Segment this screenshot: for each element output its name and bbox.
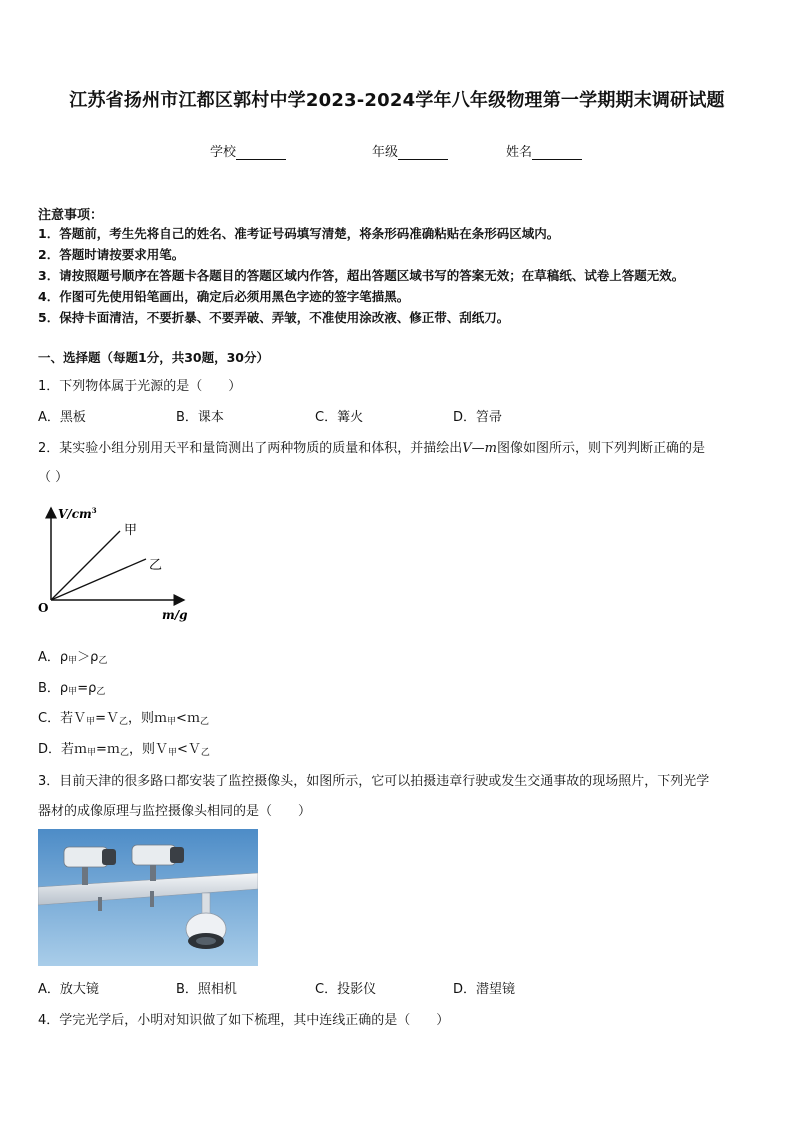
line-yi-label: 乙 [149, 558, 163, 573]
school-label: 学校 [210, 145, 237, 160]
y-axis-label: $V/cm^3$ [58, 506, 97, 521]
line-yi [51, 559, 146, 600]
x-axis-label: m/g [162, 608, 188, 622]
question-1-stem: 1．下列物体属于光源的是（ ） [38, 379, 242, 394]
note-item: 1．答题前，考生先将自己的姓名、准考证号码填写清楚，将条形码准确粘贴在条形码区域内。 [38, 226, 560, 241]
q2-stem-paren: （ ） [38, 470, 69, 485]
school-blank[interactable] [236, 145, 286, 160]
q2-stem-vm: V—m [462, 441, 497, 456]
question-3-stem-line2: 器材的成像原理与监控摄像头相同的是（ ） [38, 804, 312, 819]
q2-option-d[interactable]: D．若ｍ$_甲$=ｍ$_乙$，则Ｖ$_甲$<Ｖ$_乙$ [38, 742, 210, 758]
q1-option-c[interactable]: C．篝火 [315, 410, 364, 425]
q2-vm-graph [34, 500, 194, 630]
note-item: 2．答题时请按要求用笔。 [38, 247, 185, 262]
q2-option-b[interactable]: B．$\rho_甲=\rho_乙$ [38, 681, 106, 697]
name-field [506, 141, 582, 160]
notes-heading: 注意事项： [38, 208, 104, 223]
school-field [210, 141, 286, 160]
grade-label: 年级 [372, 145, 399, 160]
grade-field [372, 141, 448, 160]
question-2-stem [38, 437, 705, 456]
question-4-stem: 4．学完光学后，小明对知识做了如下梳理，其中连线正确的是（ ） [38, 1013, 450, 1028]
page-title: 江苏省扬州市江都区郭村中学2023-2024学年八年级物理第一学期期末调研试题 [69, 90, 725, 111]
name-blank[interactable] [532, 145, 582, 160]
section-heading: 一、选择题（每题1分，共30题，30分） [38, 350, 269, 365]
origin-label: O [38, 601, 49, 615]
line-jia-label: 甲 [124, 523, 138, 538]
q2-stem-part1: 2．某实验小组分别用天平和量筒测出了两种物质的质量和体积，并描绘出 [38, 441, 463, 456]
q3-option-c[interactable]: C．投影仪 [315, 982, 377, 997]
q2-option-c[interactable]: C．若Ｖ$_甲$=Ｖ$_乙$，则ｍ$_甲$<ｍ$_乙$ [38, 711, 209, 727]
q3-option-a[interactable]: A．放大镜 [38, 982, 99, 997]
question-3-stem-line1: 3．目前天津的很多路口都安装了监控摄像头，如图所示，它可以拍摄违章行驶或发生交通事故的现场照片，下列光学 [38, 774, 710, 789]
q1-option-a[interactable]: A．黑板 [38, 410, 86, 425]
note-item: 3．请按照题号顺序在答题卡各题目的答题区域内作答，超出答题区域书写的答案无效；在草稿纸、试卷上答题无效。 [38, 268, 685, 283]
q2-option-a[interactable]: A．$\rho_甲>\rho_乙$ [38, 650, 108, 666]
note-item: 4．作图可先使用铅笔画出，确定后必须用黑色字迹的签字笔描黑。 [38, 289, 410, 304]
q3-option-b[interactable]: B．照相机 [176, 982, 237, 997]
grade-blank[interactable] [398, 145, 448, 160]
line-jia [51, 531, 120, 600]
q1-option-b[interactable]: B．课本 [176, 410, 224, 425]
q2-stem-part2: 图像如图所示，则下列判断正确的是 [497, 441, 706, 456]
note-item: 5．保持卡面清洁，不要折暴、不要弄破、弄皱，不准使用涂改液、修正带、刮纸刀。 [38, 310, 510, 325]
name-label: 姓名 [506, 145, 533, 160]
q1-option-d[interactable]: D．笤帚 [453, 410, 503, 425]
surveillance-camera-photo [38, 829, 258, 966]
q3-option-d[interactable]: D．潜望镜 [453, 982, 516, 997]
